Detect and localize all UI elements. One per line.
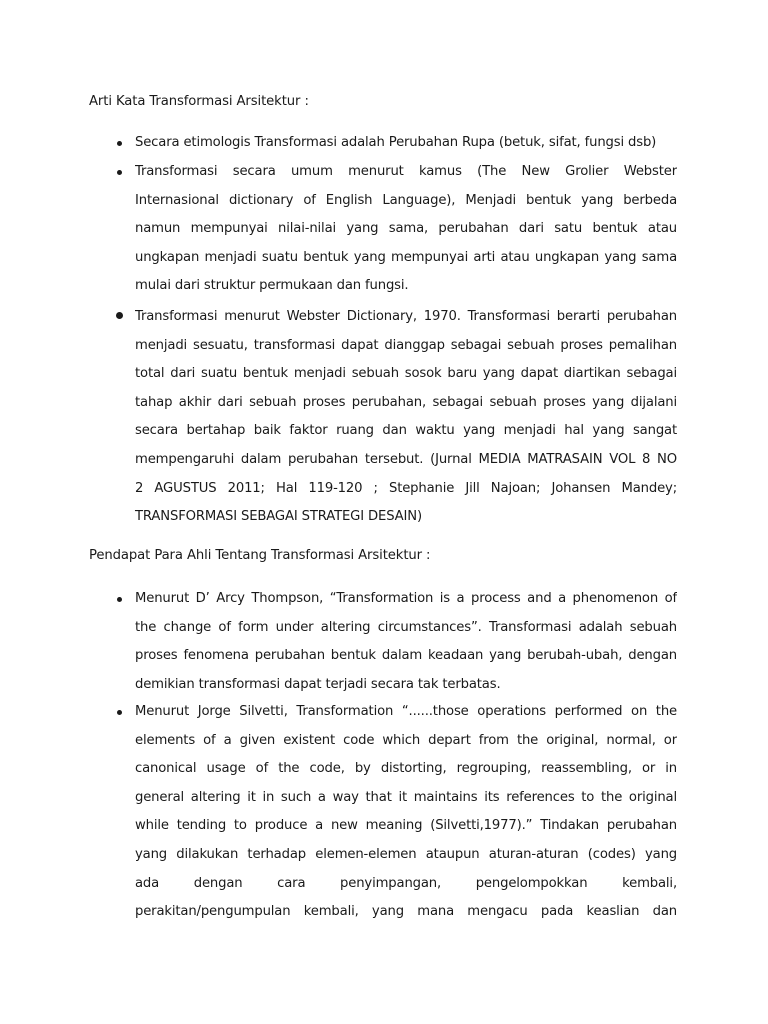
section2-heading: Pendapat Para Ahli Tentang Transformasi Arsitektur : (89, 548, 431, 563)
text-line: total dari suatu bentuk menjadi sebuah sosok baru yang dapat diartikan sebagai (135, 366, 677, 382)
text-line: 2 AGUSTUS 2011; Hal 119-120 ; Stephanie Jill Najoan; Johansen Mandey; (135, 480, 677, 496)
text-line: namun mempunyai nilai-nilai yang sama, perubahan dari satu bentuk atau (135, 221, 677, 237)
text-line: Transformasi menurut Webster Dictionary, 1970. Transformasi berarti perubahan (135, 309, 677, 324)
section1-item-1 (135, 129, 677, 158)
text-line: demikian transformasi dapat terjadi secara tak terbatas. (135, 676, 501, 692)
text-line: elements of a given existent code which depart from the original, normal, or (135, 732, 677, 748)
bullet-icon (117, 141, 122, 146)
text-line: general altering it in such a way that it maintains its references to the original (135, 789, 677, 805)
text-line: ada dengan cara penyimpangan, pengelompokkan kembali, (135, 875, 677, 891)
text-line: while tending to produce a new meaning (Silvetti,1977).” Tindakan perubahan (135, 818, 677, 834)
text-line: canonical usage of the code, by distorting, regrouping, reassembling, or in (135, 761, 677, 777)
text-line: ungkapan menjadi suatu bentuk yang mempunyai arti atau ungkapan yang sama (135, 249, 677, 265)
text-line: Menurut Jorge Silvetti, Transformation “......those operations performed on the (135, 704, 677, 719)
section1-heading: Arti Kata Transformasi Arsitektur : (89, 94, 309, 109)
text-line: tahap akhir dari sebuah proses perubahan, sebagai sebuah proses yang dijalani (135, 394, 677, 410)
bullet-icon (117, 170, 122, 175)
text-line: Transformasi secara umum menurut kamus (The New Grolier Webster (135, 164, 677, 179)
section1-item-2 (135, 158, 677, 301)
text-line: proses fenomena perubahan bentuk dalam keadaan yang berubah-ubah, dengan (135, 648, 677, 664)
text-line: mulai dari struktur permukaan dan fungsi. (135, 278, 409, 294)
text-line: Menurut D’ Arcy Thompson, “Transformation is a process and a phenomenon of (135, 591, 677, 606)
section2-item-1 (135, 585, 677, 699)
section1-item-3 (135, 303, 677, 532)
text-line: mempengaruhi dalam perubahan tersebut. (Jurnal MEDIA MATRASAIN VOL 8 NO (135, 451, 677, 467)
text-line: secara bertahap baik faktor ruang dan waktu yang menjadi hal yang sangat (135, 423, 677, 439)
bullet-icon (117, 710, 122, 715)
text-line: TRANSFORMASI SEBAGAI STRATEGI DESAIN) (135, 509, 422, 525)
bullet-icon (117, 597, 122, 602)
text-line: Internasional dictionary of English Language), Menjadi bentuk yang berbeda (135, 192, 677, 208)
text-line: perakitan/pengumpulan kembali, yang mana mengacu pada keaslian dan (135, 904, 677, 920)
section2-item-2 (135, 698, 677, 927)
bullet-icon (116, 312, 123, 319)
text-line: yang dilakukan terhadap elemen-elemen ataupun aturan-aturan (codes) yang (135, 846, 677, 862)
text-line: the change of form under altering circumstances”. Transformasi adalah sebuah (135, 619, 677, 635)
text-line: menjadi sesuatu, transformasi dapat dianggap sebagai sebuah proses pemalihan (135, 337, 677, 353)
text-line: Secara etimologis Transformasi adalah Perubahan Rupa (betuk, sifat, fungsi dsb) (135, 135, 657, 150)
